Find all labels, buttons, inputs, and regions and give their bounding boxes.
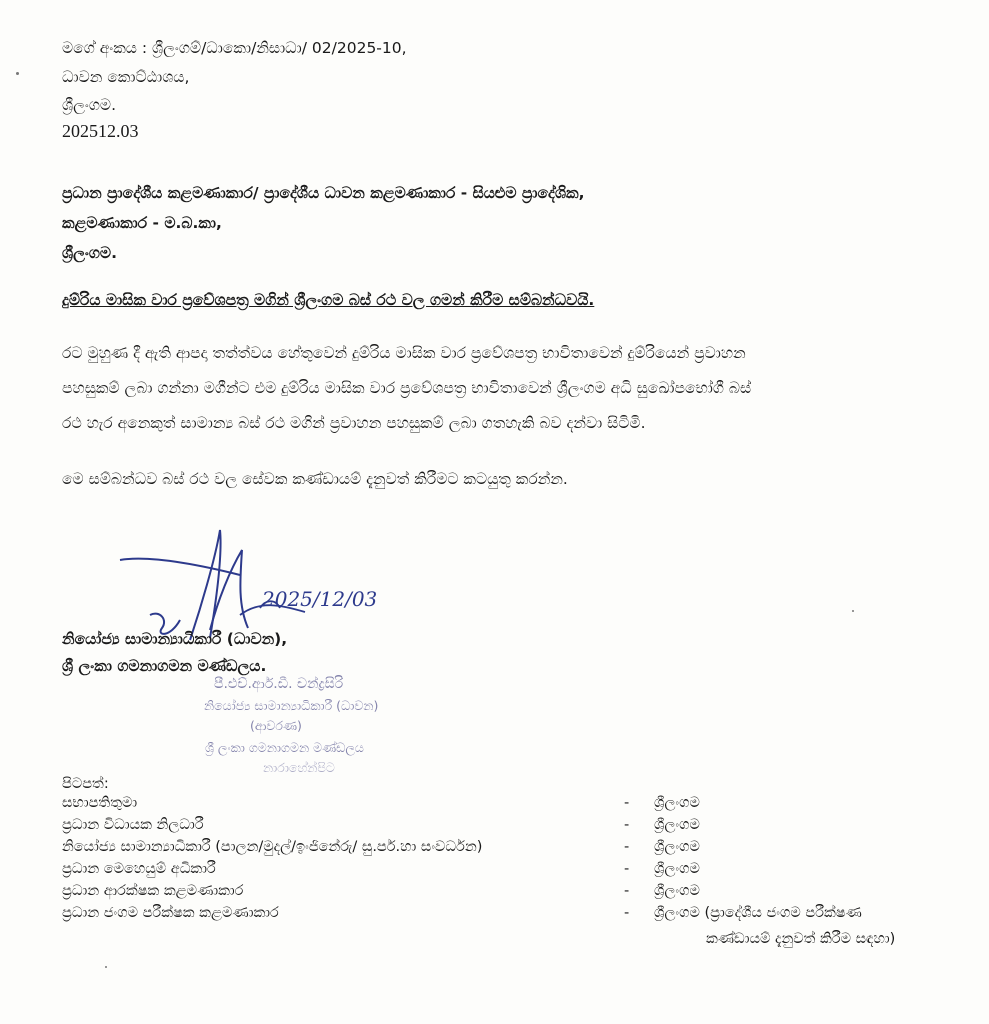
cc-dash: - xyxy=(624,817,630,833)
letter-date: 202512.03 xyxy=(62,121,139,141)
cc-recipient: ප්‍රධාන ආරක්ෂක කළමණාකාර xyxy=(62,883,244,899)
body-paragraph-1-line-2: පහසුකම් ලබා ගන්නා මගීන්ට එම දුම්රිය මාසික වාර ප්‍රවේශපත්‍ර භාවිතාවෙන් ශ්‍රීලංගම අධි සුඛෝපභෝගී බස් xyxy=(62,379,752,397)
cc-recipient: සභාපතිතුමා xyxy=(62,795,138,811)
cc-place: ශ්‍රීලංගම xyxy=(654,861,700,877)
scan-speck xyxy=(105,966,107,968)
cc-row xyxy=(62,905,962,926)
cc-row xyxy=(62,861,962,882)
cc-dash: - xyxy=(624,795,630,811)
stamp-title: නියෝජ්‍ය සාමාන්‍යාධිකාරී (ධාවන) xyxy=(204,698,379,713)
recipient-line-1: ප්‍රධාන ප්‍රාදේශීය කළමණාකාර/ ප්‍රාදේශීය ධාවන කළමණාකාර - සියළුම ප්‍රාදේශික, xyxy=(62,184,585,202)
cc-dash: - xyxy=(624,839,630,855)
cc-row xyxy=(62,817,962,838)
cc-dash: - xyxy=(624,861,630,877)
scan-speck xyxy=(852,610,854,612)
signatory-title: නියෝජ්‍ය සාමාන්‍යාධිකාරී (ධාවන), xyxy=(62,630,288,648)
cc-note: කණ්ඩායම් දැනුවත් කිරීම සඳහා) xyxy=(706,931,896,947)
cc-recipient: ප්‍රධාන විධායක නිලධාරී xyxy=(62,817,204,833)
scan-speck xyxy=(16,72,19,75)
cc-row xyxy=(62,839,962,860)
copies-heading: පිටපත්: xyxy=(62,776,109,792)
department-line: ධාවන කොට්ඨාශය, xyxy=(62,68,190,86)
stamp-organization: ශ්‍රී ලංකා ගමනාගමන මණ්ඩලය xyxy=(205,740,364,755)
cc-recipient: නියෝජ්‍ය සාමාන්‍යාධිකාරී (පාලන/මුදල්/ඉංජිනේරු/ සු.පර්.හා සංවර්ධන) xyxy=(62,839,483,855)
cc-dash: - xyxy=(624,905,630,921)
body-paragraph-1-line-3: රථ හැර අනෙකුත් සාමාන්‍ය බස් රථ මගින් ප්‍රවාහන පහසුකම් ලබා ගතහැකි බව දන්වා සිටිමි. xyxy=(62,414,646,432)
cc-dash: - xyxy=(624,883,630,899)
cc-place: ශ්‍රීලංගම xyxy=(654,795,700,811)
city-line: ශ්‍රීලංගම. xyxy=(62,96,117,114)
body-paragraph-1-line-1: රට මුහුණ දී ඇති ආපදා තත්ත්වය හේතුවෙන් දුම්රිය මාසික වාර ප්‍රවේශපත්‍ර භාවිතාවෙන් දුම්රියෙන් ප්‍රවාහන xyxy=(62,344,746,362)
handwritten-date: 2025/12/03 xyxy=(262,587,378,611)
stamp-name: පී.එච්.ආර්.ඩී. චන්ද්‍රසිරි xyxy=(214,676,344,692)
cc-recipient: ප්‍රධාන මෙහෙයුම් අධිකාරී xyxy=(62,861,216,877)
cc-recipient: ප්‍රධාන ජංගම පරීක්ෂක කළමණාකාර xyxy=(62,905,279,921)
cc-row xyxy=(62,883,962,904)
subject-line: දුම්රිය මාසික වාර ප්‍රවේශපත්‍ර මගින් ශ්‍රීලංගම බස් රථ වල ගමන් කිරීම සම්බන්ධවයි. xyxy=(62,291,595,309)
recipient-line-3: ශ්‍රීලංගම. xyxy=(62,244,117,262)
signatory-organization: ශ්‍රී ලංකා ගමනාගමන මණ්ඩලය. xyxy=(62,657,267,675)
cc-place: ශ්‍රීලංගම xyxy=(654,883,700,899)
recipient-line-2: කළමණාකාර - ම.බ.කා, xyxy=(62,214,222,232)
stamp-city: නාරාහේන්පිට xyxy=(263,760,335,775)
stamp-subtitle: (ආවරණ) xyxy=(250,718,302,733)
reference-number: මගේ අංකය : ශ්‍රීලංගම්/ධාකො/නිසාධා/ 02/2025-10, xyxy=(62,39,407,57)
cc-place: ශ්‍රීලංගම xyxy=(654,839,700,855)
cc-place: ශ්‍රීලංගම (ප්‍රාදේශීය ජංගම පරීක්ෂණ xyxy=(654,905,862,921)
cc-place: ශ්‍රීලංගම xyxy=(654,817,700,833)
cc-row xyxy=(62,795,962,816)
body-paragraph-2: මෙ සම්බන්ධව බස් රථ වල සේවක කණ්ඩායම් දැනුවත් කිරීමට කටයුතු කරන්න. xyxy=(62,470,568,488)
